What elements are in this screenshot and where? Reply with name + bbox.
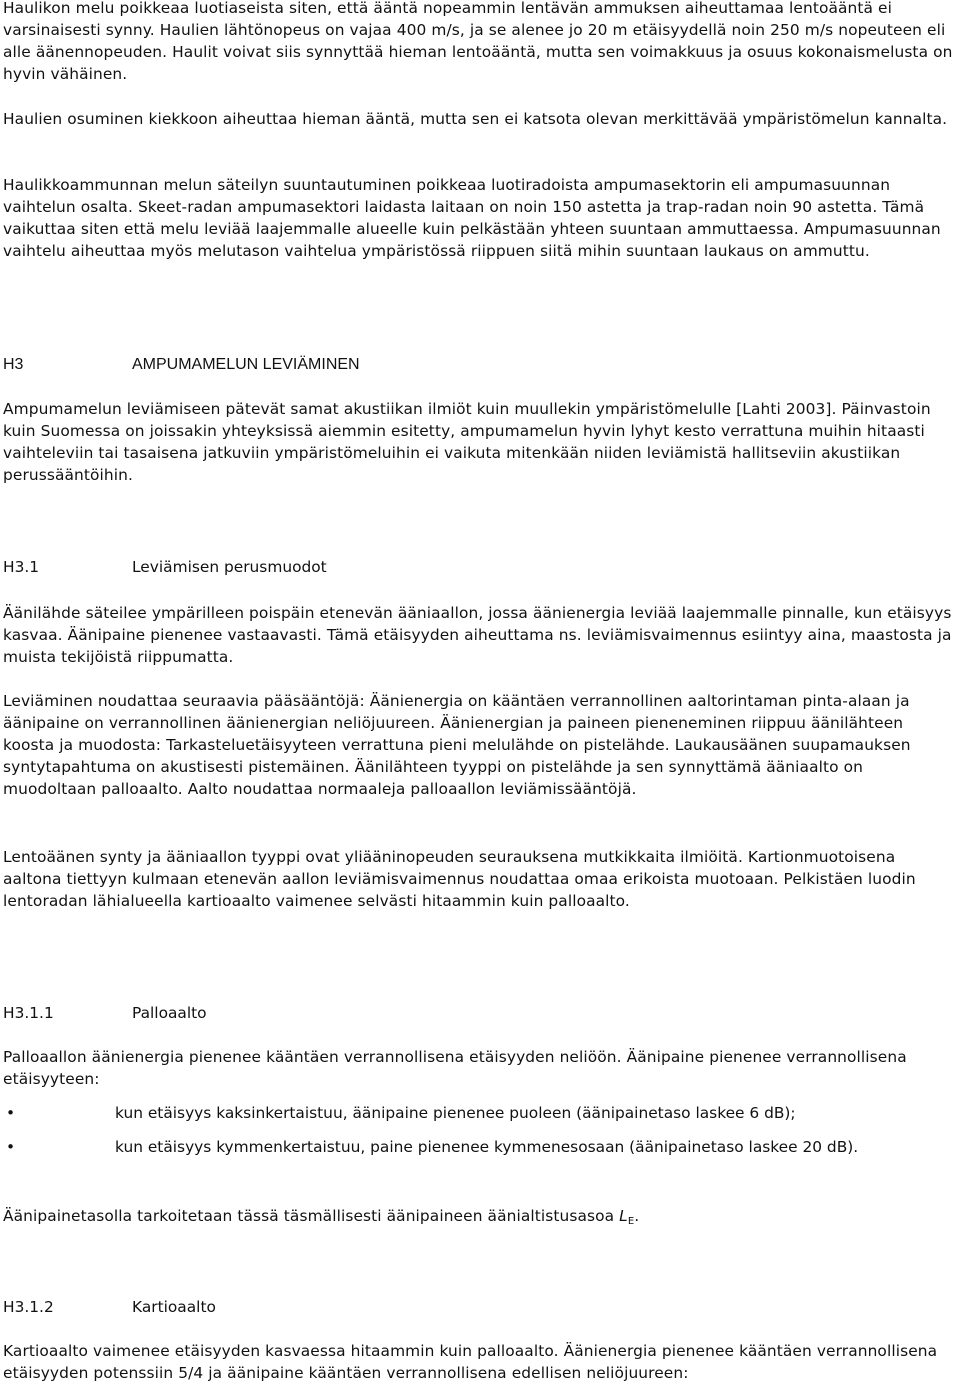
paragraph-shotgun-noise: Haulikon melu poikkeaa luotiaseista siten, että ääntä nopeammin lentävän ammuksen aiheuttamaa lentoääntä ei varsinaisesti synny. Haulien lähtönopeus on vajaa 400 m/s, ja se alenee jo 20 m etäisyydellä noin 250 m/s nopeuteen eli alle äänennopeuden. Haulit voivat siis synnyttää hieman lentoääntä, mutta sen voimakkuus ja osuus kokonaismelusta on hyvin vähäinen. — [3, 0, 953, 83]
section-number: H3 — [3, 356, 24, 373]
paragraph-conical-wave: Kartioaalto vaimenee etäisyyden kasvaessa hitaammin kuin palloaalto. Äänienergia pienenee kääntäen verrannollisena etäisyyden potenssiin 5/4 ja äänipaine kääntäen verrannollisena edellisen neliöjuureen: — [3, 1342, 938, 1382]
section-title: Kartioaalto — [132, 1298, 216, 1316]
section-number: H3.1 — [3, 558, 40, 576]
paragraph-sound-exposure-level — [3, 1205, 957, 1233]
section-title: Palloaalto — [132, 1004, 207, 1022]
section-number: H3.1.1 — [3, 1004, 54, 1022]
section-title: AMPUMAMELUN LEVIÄMINEN — [132, 356, 360, 373]
text-run: . — [634, 1207, 640, 1225]
list-item-text: kun etäisyys kymmenkertaistuu, paine pienenee kymmenesosaan (äänipainetaso laskee 20 dB). — [115, 1138, 859, 1156]
paragraph-spreading-rules: Leviäminen noudattaa seuraavia pääsääntöjä: Äänienergia on kääntäen verrannollinen aaltorintaman pinta-alaan ja äänipaine on verrannollinen äänienergian neliöjuureen. Äänienergian ja paineen pieneneminen riippuu äänilähteen koosta ja muodosta: Tarkasteluetäisyyteen verrattuna pieni melulähde on pistelähde. Laukausäänen suupamauksen syntytapahtuma on akustisesti pistemäinen. Äänilähteen tyyppi on pistelähde ja sen synnyttämä ääniaalto on muodoltaan palloaalto. Aalto noudattaa normaaleja palloaallon leviämissääntöjä. — [3, 692, 911, 798]
paragraph-propagation-intro: Ampumamelun leviämiseen pätevät samat akustiikan ilmiöt kuin muullekin ympäristömelulle [Lahti 2003]. Päinvastoin kuin Suomessa on joissakin yhteyksissä aiemmin esitetty, ampumamelun hyvin lyhyt kesto verrattuna muihin hitaasti vaihteleviin tai tasaisena jatkuviin ympäristömeluihin ei vaikuta mitenkään niiden leviämistä hallitseviin akustiikan perussääntöihin. — [3, 400, 931, 484]
paragraph-flight-noise: Lentoäänen synty ja ääniaallon tyyppi ovat yliääninopeuden seurauksena mutkikkaita ilmiöitä. Kartionmuotoisena aaltona tiettyyn kulmaan etenevän aallon leviämisvaimennus noudattaa omaa erikoista muotoaan. Pelkistäen luodin lentoradan lähialueella kartioaalto vaimenee selvästi hitaammin kuin palloaalto. — [3, 848, 916, 910]
paragraph-shot-impact: Haulien osuminen kiekkoon aiheuttaa hieman ääntä, mutta sen ei katsota olevan merkittävää ympäristömelun kannalta. — [3, 110, 948, 128]
paragraph-spreading-attenuation: Äänilähde säteilee ympärilleen poispäin etenevän ääniaallon, jossa äänienergia leviää laajemmalle pinnalle, kun etäisyys kasvaa. Äänipaine pienenee vastaavasti. Tämä etäisyyden aiheuttama ns. leviämisvaimennus esiintyy aina, maastosta ja muista tekijöistä riippumatta. — [3, 604, 952, 666]
section-title: Leviämisen perusmuodot — [132, 558, 327, 576]
paragraph-spherical-wave: Palloaallon äänienergia pienenee kääntäen verrannollisena etäisyyden neliöön. Äänipaine pienenee verrannollisena etäisyyteen: — [3, 1048, 907, 1088]
section-number: H3.1.2 — [3, 1298, 54, 1316]
symbol-subscript-e: E — [627, 1216, 635, 1227]
symbol-l: L — [619, 1207, 628, 1225]
text-run: Äänipainetasolla tarkoitetaan tässä täsmällisesti äänipaineen äänialtistusasoa — [3, 1207, 620, 1225]
paragraph-noise-direction: Haulikkoammunnan melun säteilyn suuntautuminen poikkeaa luotiradoista ampumasektorin eli ampumasuunnan vaihtelun osalta. Skeet-radan ampumasektori laidasta laitaan on noin 150 astetta ja trap-radan noin 90 astetta. Tämä vaikuttaa siten että melu leviää laajemmalle alueelle kuin pelkästään yhteen suuntaan ammuttaessa. Ampumasuunnan vaihtelu aiheuttaa myös melutason vaihtelua ympäristössä riippuen siitä mihin suuntaan laukaus on ammuttu. — [3, 176, 941, 260]
bullet-marker: • — [6, 1138, 16, 1156]
list-item-text: kun etäisyys kaksinkertaistuu, äänipaine pienenee puoleen (äänipainetaso laskee 6 dB); — [115, 1104, 796, 1122]
bullet-marker: • — [6, 1104, 16, 1122]
